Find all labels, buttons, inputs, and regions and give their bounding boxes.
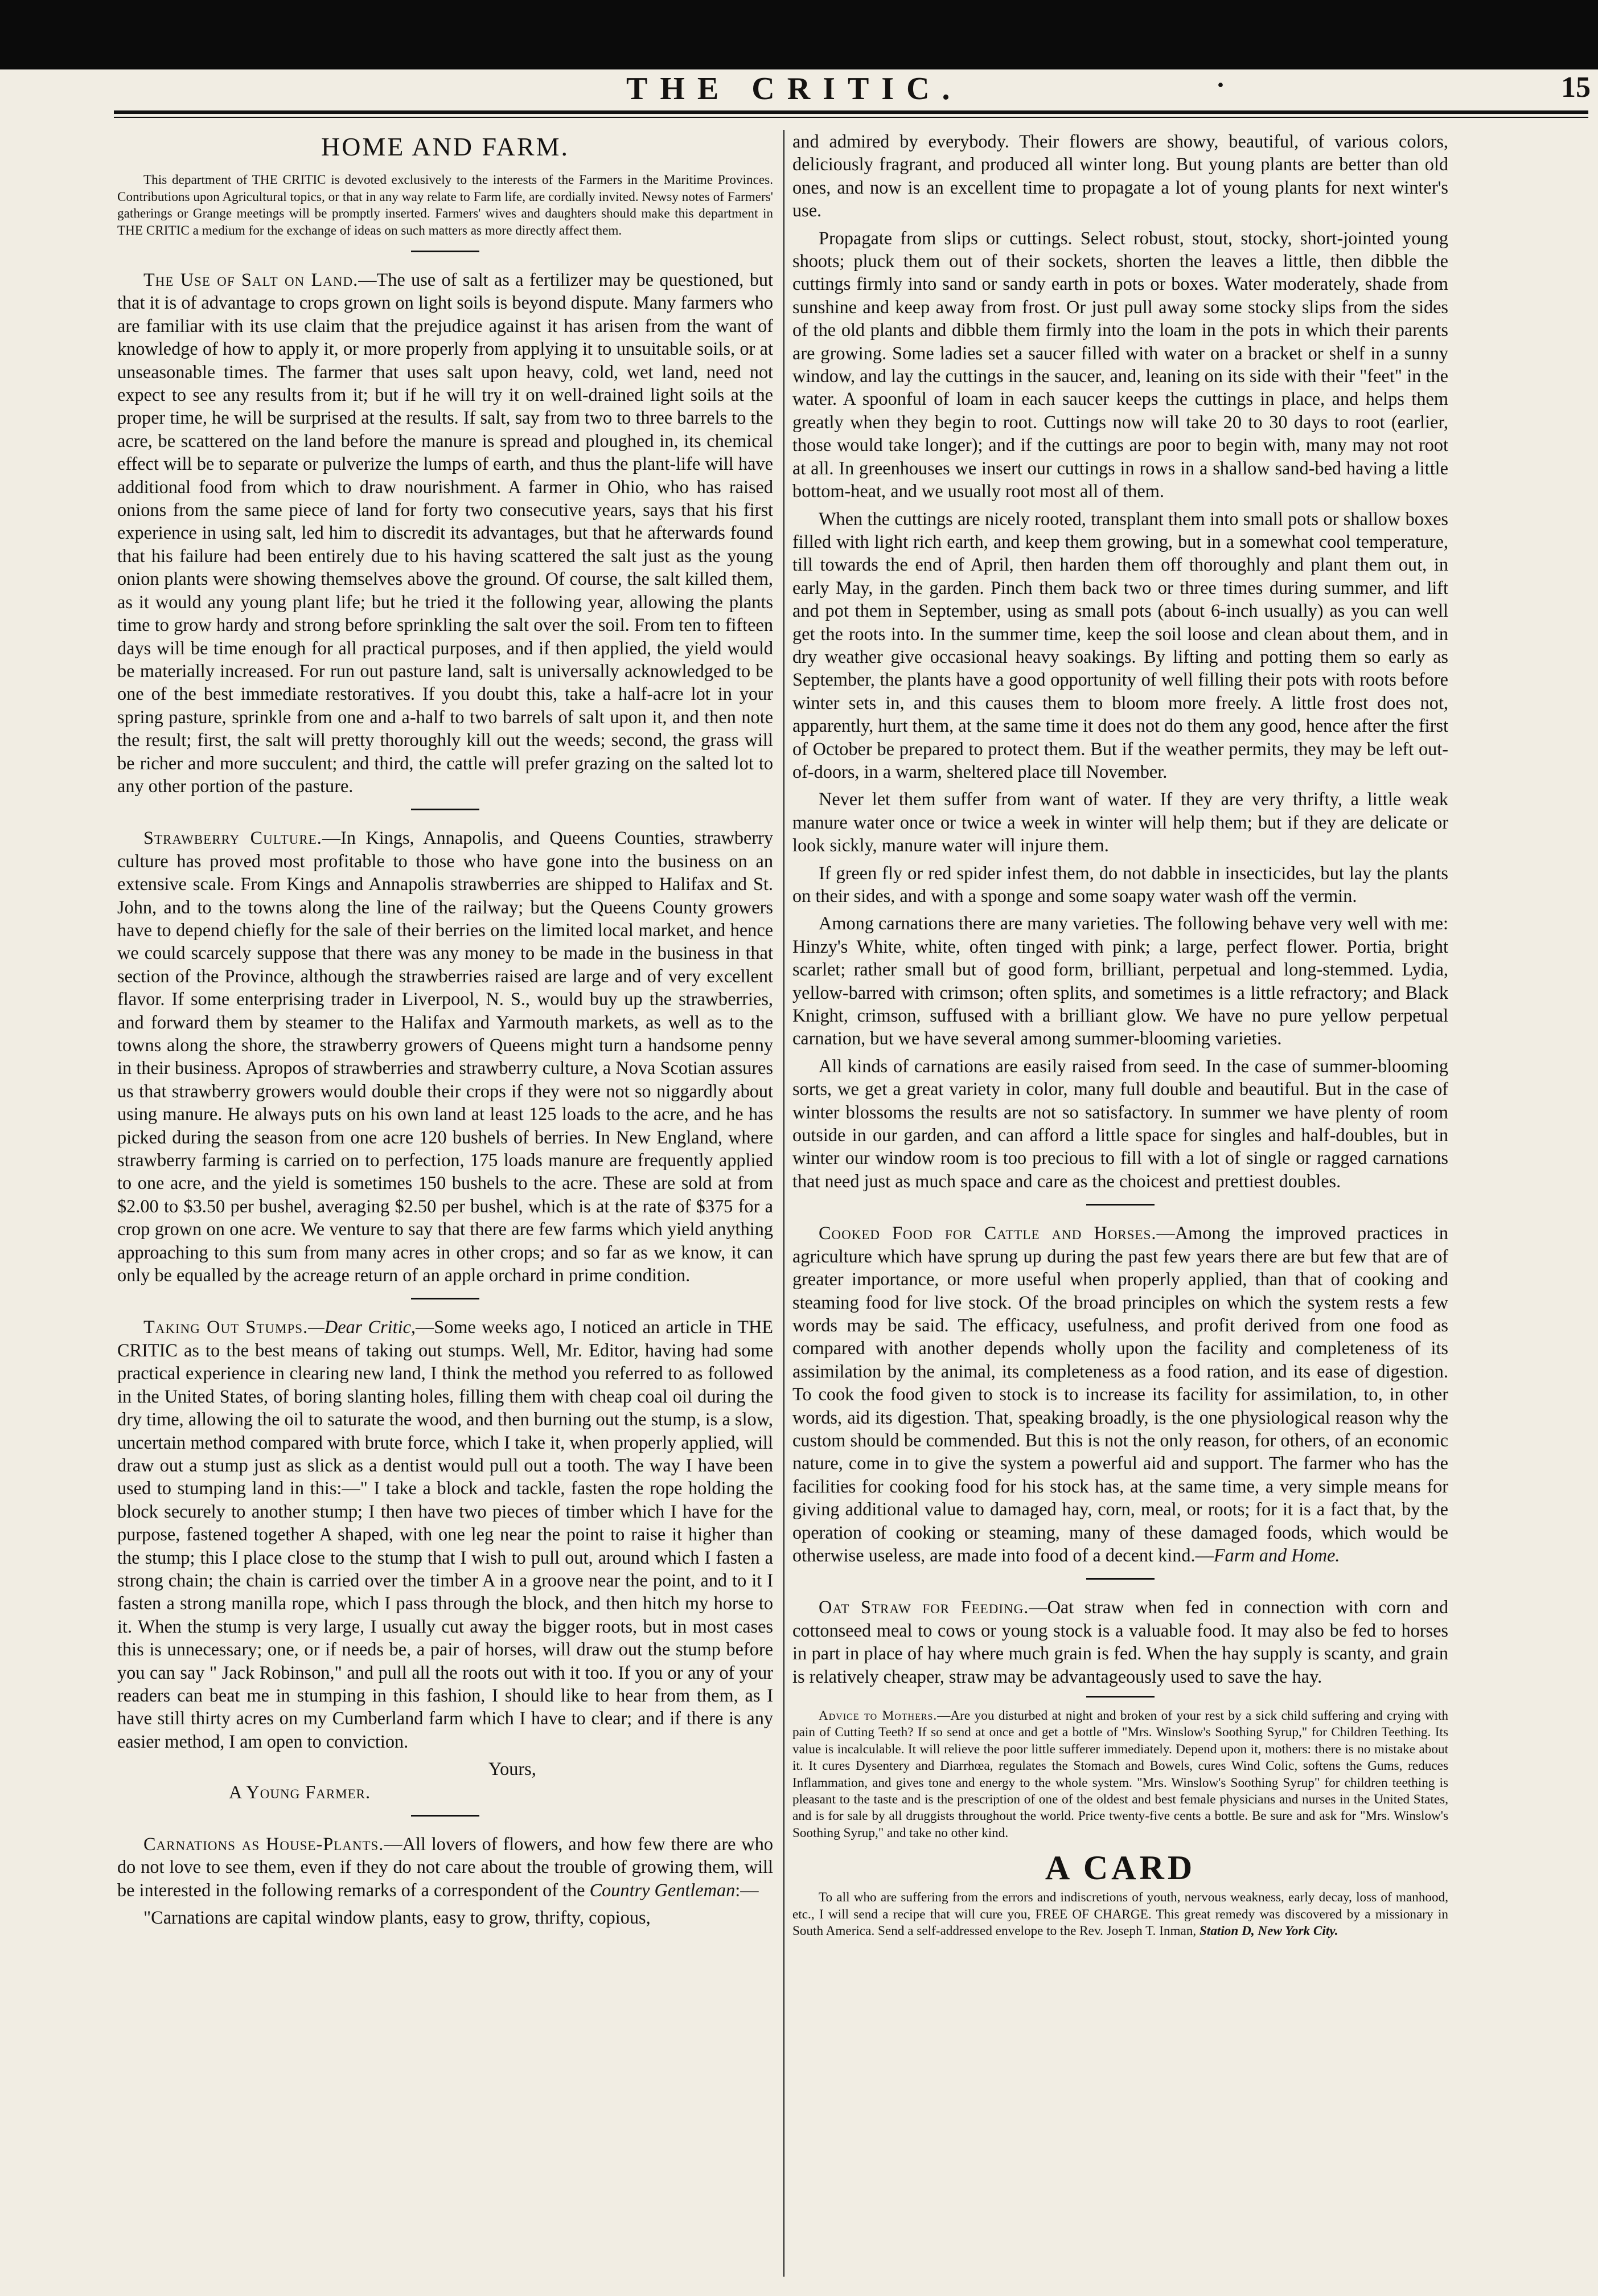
left-column <box>117 130 773 1934</box>
advert-advice-heading: Advice to Mothers. <box>819 1708 938 1723</box>
newspaper-title: THE CRITIC. <box>626 71 963 106</box>
column-divider <box>783 130 784 2277</box>
article-carnations <box>117 1832 773 1901</box>
carnations-para-5: If green fly or red spider infest them, do not dabble in insecticides, but lay the plants on their sides, and with a sponge and some soapy water wash off the vermin. <box>792 862 1448 906</box>
article-salt-heading: The Use of Salt on Land. <box>143 269 359 290</box>
masthead-dot: · <box>1216 70 1226 100</box>
advert-card-address: Station D, New York City. <box>1199 1924 1338 1939</box>
article-salt <box>117 268 773 797</box>
masthead <box>0 69 1598 107</box>
article-stumps-body: —Some weeks ago, I noticed an article in THE CRITIC as to the best means of taking out stumps. Well, Mr. Editor, having had some practical experience in clearing new land, I think the method you referred to as followed in the United States, of boring slanting holes, filling them with cheap coal oil during the dry time, allowing the oil to saturate the wood, and then burning out the stump, is a slow, uncertain method compared with brute force, which I take it, when properly applied, will draw out a stump just as slick as a dentist would pull out a tooth. The way I have been used to stumping land in this:—" I take a block and tackle, fasten the rope holding the block securely to another stump; I then have two pieces of timber which I have for the purpose, fastened together A shaped, with one leg near the point to raise it higher than the stump; this I place close to the stump that I wish to pull out, around which I fasten a strong chain; the chain is carried over the timber A in a groove near the point, and to it I fasten a strong manilla rope, which I pass through the block, and then hitch my horse to it. When the stump is very large, I usually cut away the bigger roots, but in most cases this is unnecessary; one, or if needs be, a pair of horses, will draw out the stump before you can say " Jack Robinson," and pull all the roots out with it too. If you or any of your readers can beat me in stumping in this fashion, I should like to hear from them, as I have still thirty acres on my Cumberland farm which I have to clear; and if there is any easier method, I am open to conviction. <box>117 1317 774 1752</box>
article-stumps-heading: Taking Out Stumps. <box>143 1317 309 1338</box>
separator-rule <box>411 809 479 810</box>
separator-rule <box>411 1298 479 1299</box>
article-cooked-food-heading: Cooked Food for Cattle and Horses. <box>819 1223 1157 1244</box>
advert-card-body: To all who are suffering from the errors and indiscretions of youth, nervous weakness, early decay, loss of manhood, etc., I will send a recipe that will cure you, FREE OF CHARGE. This great remedy was discovered by a missionary in South America. Send a self-addressed envelope to the Rev. Joseph T. Inman, <box>792 1890 1448 1939</box>
article-oat-straw <box>792 1596 1448 1688</box>
article-strawberry-heading: Strawberry Culture. <box>143 827 322 848</box>
article-stumps-signature-line <box>117 1757 773 1803</box>
carnations-para-3: When the cuttings are nicely rooted, transplant them into small pots or shallow boxes filled with light rich earth, and keep them growing, but in a somewhat cool temperature, till towards the end of April, then harden them off thoroughly and plant them out, in early May, in the garden. Pinch them back two or three times during summer, and lift and pot them in September, using as small pots (about 6-inch usually) as you can well get the roots into. In the summer time, keep the soil loose and clean about them, and in dry weather give occasional heavy soakings. By lifting and potting them so early as September, the plants have a good opportunity of well filling their pots with roots before winter sets in, and this causes them to bloom more freely. A little frost does not, apparently, hurt them, at the same time it does not do them any good, hence after the first of October be prepared to protect them. But if the weather permits, they may be left out-of-doors, in a warm, sheltered place till November. <box>792 508 1448 782</box>
article-stumps-yours: Yours, <box>488 1758 536 1780</box>
separator-rule <box>1086 1696 1155 1698</box>
section-intro: This department of THE CRITIC is devoted exclusively to the interests of the Farmers in the Maritime Provinces. Contributions upon Agricultural topics, or that in any way relate to Farm life, are cordially invited. Newsy notes of Farmers' gatherings or Grange meetings will be promptly inserted. Farmers' wives and daughters should make this department in THE CRITIC a medium for the exchange of ideas on such matters as more directly affect them. <box>117 173 773 238</box>
article-strawberry-body: —In Kings, Annapolis, and Queens Counties, strawberry culture has proved most profitable to those who have gone into the business on an extensive scale. From Kings and Annapolis strawberries are shipped to Halifax and St. John, and to the towns along the line of the railway; but the Queens County growers have to depend chiefly for the sale of their berries on the limited local market, and hence we could scarcely suppose that there was any money to be made in the business in that section of the Province, although the strawberries raised are large and of very excellent flavor. If some enterprising trader in Liverpool, N. S., would buy up the strawberries, and forward them by steamer to the Halifax and Yarmouth markets, as well as to the towns along the shore, the strawberry growers of Queens might turn a handsome penny in their business. Apropos of strawberries and strawberry culture, a Nova Scotian assures us that strawberry growers would double their crops if they were not so niggardly about using manure. He always puts on his own land at least 125 loads to the acre, and he has picked during the season from one acre 120 bushels of berries. In New England, where strawberry farming is carried on to perfection, 175 loads manure are frequently applied to one acre, and the yield is sometimes 150 bushels to the acre. These are sold at from $2.00 to $3.50 per bushel, averaging $2.50 per bushel, which is at the rate of $375 for a crop grown on one acre. We venture to say that there are few farms which yield anything approaching to this sum from many acres in other crops; and so far as we know, it can only be equalled by the acreage return of an apple orchard in prime condition. <box>117 827 773 1286</box>
page-number: 15 <box>1561 71 1591 104</box>
article-strawberry <box>117 826 773 1286</box>
separator-rule <box>1086 1204 1155 1206</box>
article-stumps-signature: A Young Farmer. <box>229 1781 371 1802</box>
article-carnations-tail: :— <box>735 1879 759 1900</box>
masthead-rule-thin <box>114 117 1588 118</box>
article-oat-straw-heading: Oat Straw for Feeding. <box>819 1597 1029 1618</box>
article-cooked-food-body: —Among the improved practices in agriculture which have sprung up during the past few years there are but few that are of greater importance, or more useful when properly applied, than that of cooking and steaming food for live stock. Of the broad principles on which the system rests a few words may be said. The efficacy, usefulness, and profit derived from one food as compared with another depends wholly upon the facility and completeness of its assimilation by the animal, its completeness as a food ration, and its ease of digestion. To cook the food given to stock is to increase its facility for assimilation, to, in other words, aid its digestion. That, speaking broadly, is the one physiological reason why the custom should be commended. But this is not the only reason, for others, of an economic nature, come in to give the system a powerful aid and support. The farmer who has the facilities for cooking food for his stock has, at the same time, a very simple means for giving additional value to damaged hay, corn, meal, or roots; for it is a fact that, by the operation of cooking or steaming, many of these damaged foods, which would be otherwise useless, are made into food of a decent kind.— <box>792 1223 1448 1565</box>
advert-advice-to-mothers <box>792 1708 1448 1842</box>
right-column <box>792 130 1448 1944</box>
separator-rule <box>1086 1578 1155 1580</box>
carnations-para-2: Propagate from slips or cuttings. Select robust, stout, stocky, short-jointed young shoots; pluck them out of their sockets, shorten the leaves a little, then dibble the cuttings firmly into sand or sandy earth in pots or boxes. Water moderately, shade from sunshine and keep away from frost. Or just pull away some stocky slips from the sides of the old plants and dibble them firmly into the loam in the pots in which their parents are growing. Some ladies set a saucer filled with water on a bracket or shelf in a sunny window, and lay the cuttings in the saucer, and, leaning on its side with their "feet" in the water. A spoonful of loam in each saucer keeps the cuttings in place, and helps them greatly when they begin to root. Cuttings now will take 20 to 30 days to root (earlier, those would take longer); and if the cuttings are poor to begin with, many may not root at all. In greenhouses we insert our cuttings in rows in a shallow sand-bed having a little bottom-heat, and we usually root most all of them. <box>792 227 1448 502</box>
advert-card <box>792 1889 1448 1940</box>
advert-card-title: A CARD <box>1045 1849 1196 1887</box>
carnations-para-4: Never let them suffer from want of water. If they are very thrifty, a little weak manure water once or twice a week in winter will help them; but if they are delicate or look sickly, manure water will injure them. <box>792 789 1448 856</box>
top-black-bar <box>0 0 1598 69</box>
article-cooked-food <box>792 1221 1448 1567</box>
article-carnations-heading: Carnations as House-Plants. <box>143 1834 384 1854</box>
article-carnations-source: Country Gentleman <box>589 1879 736 1900</box>
article-carnations-quote-start: "Carnations are capital window plants, easy to grow, thrifty, copious, <box>143 1907 651 1928</box>
carnations-para-1: and admired by everybody. Their flowers are showy, beautiful, of various colors, deliciously fragrant, and produced all winter long. But young plants are better than old ones, and now is an excellent time to propagate a lot of young plants for next winter's use. <box>792 131 1448 221</box>
carnations-para-7: All kinds of carnations are easily raised from seed. In the case of summer-blooming sorts, we get a great variety in color, many full double and beautiful. But in the case of winter blossoms the results are not so satisfactory. In summer we have plenty of room outside in our garden, and can afford a little space for singles and half-doubles, but in winter our window room is too precious to fill with a lot of single or ragged carnations that need just as much space and care as the choicest and prettiest doubles. <box>792 1055 1448 1191</box>
advert-advice-body: —Are you disturbed at night and broken of your rest by a sick child suffering and crying with pain of Cutting Teeth? If so send at once and get a bottle of "Mrs. Winslow's Soothing Syrup," for Children Teething. Its value is incalculable. It will relieve the poor little sufferer immediately. Depend upon it, mothers: there is no mistake about it. It cures Dysentery and Diarrhœa, regulates the Stomach and Bowels, cures Wind Colic, softens the Gums, reduces Inflammation, and gives tone and energy to the whole system. "Mrs. Winslow's Soothing Syrup" for children teething is pleasant to the taste and is the prescription of one of the oldest and best female physicians and nurses in the United States, and is for sale by all druggists throughout the world. Price twenty-five cents a bottle. Be sure and ask for "Mrs. Winslow's Soothing Syrup," and take no other kind. <box>792 1708 1449 1840</box>
article-stumps-salutation: —Dear Critic, <box>308 1317 416 1338</box>
article-oat-straw-body: —Oat straw when fed in connection with corn and cottonseed meal to cows or young stock is a valuable food. It may also be fed to horses in part in place of hay where much grain is fed. When the hay supply is scanty, and grain is relatively cheaper, straw may be advantageously used to save the hay. <box>792 1597 1448 1687</box>
section-heading: HOME AND FARM. <box>321 132 570 161</box>
separator-rule <box>411 251 479 252</box>
separator-rule <box>411 1815 479 1817</box>
article-cooked-food-source: Farm and Home. <box>1213 1544 1340 1565</box>
article-stumps <box>117 1315 773 1753</box>
article-carnations-body: —All lovers of flowers, and how few there are who do not love to see them, even if they do not care about the trouble of growing them, will be interested in the following remarks of a correspondent of the <box>117 1834 773 1900</box>
article-salt-body: —The use of salt as a fertilizer may be questioned, but that it is of advantage to crops grown on light soils is beyond dispute. Many farmers who are familiar with its use claim that the prejudice against it has arisen from the want of knowledge of how to apply it, or more properly from applying it to unsuitable soils, or at unseasonable times. The farmer that uses salt upon heavy, cold, wet land, need not expect to see any results from it; but if he will try it on well-drained light soils at the proper time, he will be surprised at the results. If salt, say from two to three barrels to the acre, be scattered on the land before the manure is spread and ploughed in, its chemical effect will be to separate or pulverize the lumps of earth, and thus the plant-life will have additional food from which to draw nourishment. A farmer in Ohio, who has raised onions from the same piece of land for forty two consecutive years, says that his first experience in using salt, led him to discredit its advantages, but that he afterwards found that his failure had been entirely due to his having scattered the salt just as the young onion plants were showing themselves above the ground. Of course, the salt killed them, as it would any young plant life; but he tried it the following year, allowing the plants time to grow hardy and strong before sprinkling the salt over the soil. From ten to fifteen days will be time enough for all practical purposes, and if then applied, the yield would be materially increased. For run out pasture land, salt is universally acknowledged to be one of the best immediate restoratives. If you doubt this, take a half-acre lot in your spring pasture, sprinkle from one and a-half to two barrels of salt upon it, and then note the result; first, the salt will pretty thoroughly kill out the weeds; second, the grass will be richer and more succulent; and third, the cattle will prefer grazing on the salted lot to any other portion of the pasture. <box>117 269 773 796</box>
masthead-rule-thick <box>114 110 1588 114</box>
carnations-para-6: Among carnations there are many varieties. The following behave very well with me: Hinzy's White, white, often tinged with pink; a large, perfect flower. Portia, bright scarlet; rather small but of good form, brilliant, perpetual and long-stemmed. Lydia, yellow-barred with crimson; often splits, and sometimes is a little refractory; and Black Knight, crimson, suffused with a brilliant glow. We have no pure yellow perpetual carnation, but we have several among summer-blooming varieties. <box>792 913 1448 1049</box>
